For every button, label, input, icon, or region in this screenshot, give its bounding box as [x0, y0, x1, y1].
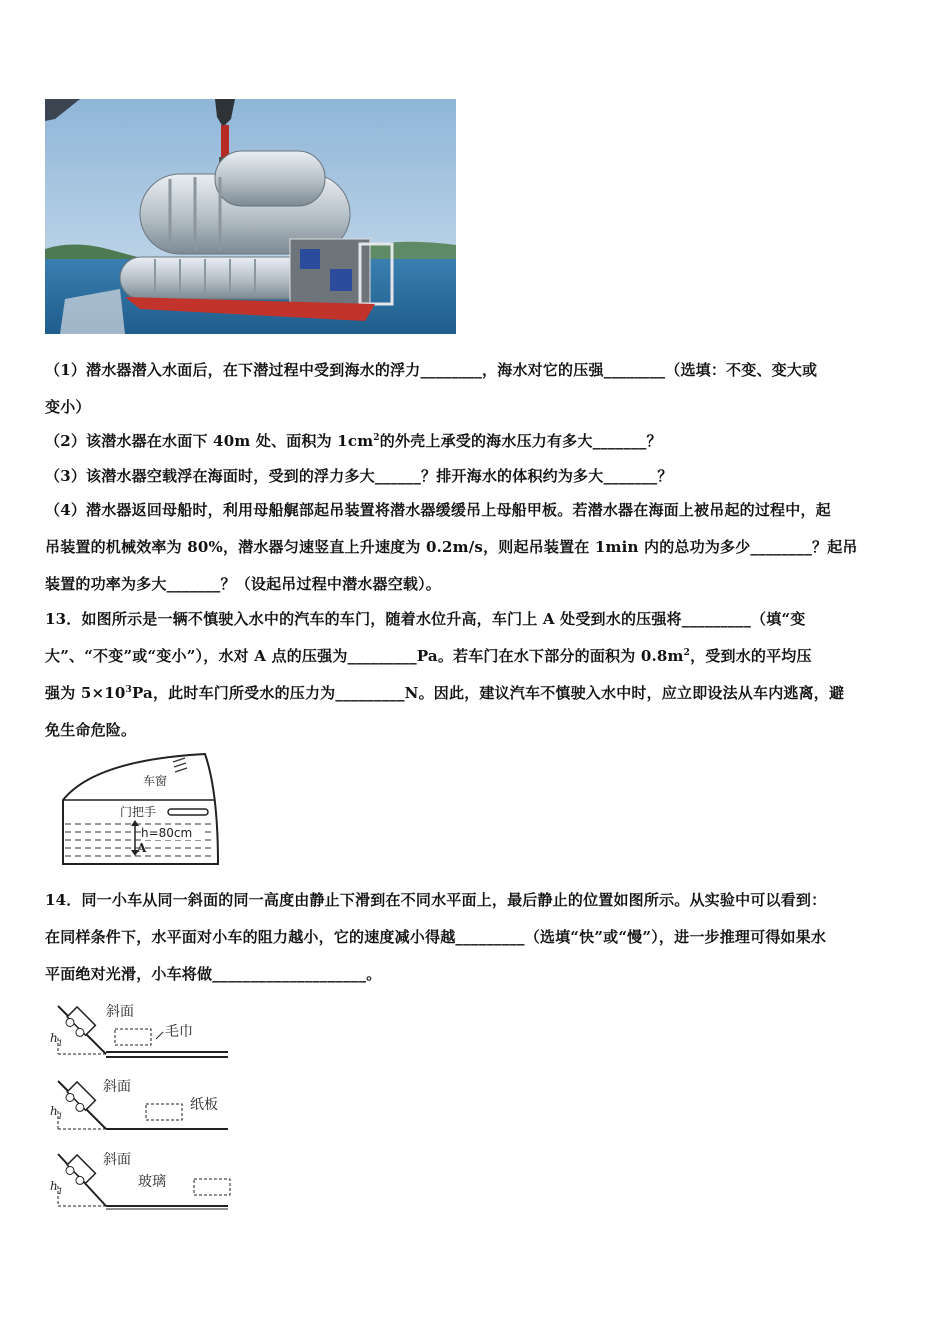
height-label: $h_1$: [50, 1031, 63, 1048]
q12-part4-line2: 吊装置的机械效率为 80%，潜水器匀速竖直上升速度为 0.2m/s，则起吊装置在 1min 内的总功为多少________？起吊: [45, 538, 858, 556]
incline-panel-glass: [50, 1152, 230, 1209]
slope-label: 斜面: [103, 1079, 131, 1095]
door-handle-label: 门把手: [120, 805, 157, 819]
q13-line1: 13．如图所示是一辆不慎驶入水中的汽车的车门，随着水位升高，车门上 A 处受到水的压强将_________（填“变: [45, 610, 806, 628]
q13-line4: 免生命危险。: [45, 721, 137, 739]
incline-panel-cardboard: [50, 1079, 228, 1129]
car-window-label: 车窗: [143, 774, 168, 788]
depth-label: h=80cm: [141, 826, 193, 840]
height-label: $h_1$: [50, 1179, 63, 1196]
height-label: $h_1$: [50, 1104, 63, 1121]
q12-part1-line1: （1）潜水器潜入水面后，在下潜过程中受到海水的浮力________，海水对它的压强________（选填：不变、变大或: [45, 361, 818, 379]
incline-figure: [48, 996, 238, 1216]
q12-part2: （2）该潜水器在水面下 40m 处、面积为 $1cm^2$的外壳上承受的海水压力有多大_______？: [45, 432, 662, 450]
q12-part4-line3: 装置的功率为多大_______？（设起吊过程中潜水器空载）。: [45, 575, 442, 593]
surface-label-glass: 玻璃: [138, 1174, 166, 1190]
q14-line2: 在同样条件下，水平面对小车的阻力越小，它的速度减小得越_________（选填“快”或“慢”），进一步推理可得如果水: [45, 928, 827, 946]
q12-part1-line2: 变小）: [45, 398, 91, 416]
point-a-label: A: [137, 841, 147, 855]
q12-part4-line1: （4）潜水器返回母船时，利用母船艉部起吊装置将潜水器缓缓吊上母船甲板。若潜水器在海面上被吊起的过程中，起: [45, 501, 831, 519]
q14-line1: 14．同一小车从同一斜面的同一高度由静止下滑到在不同水平面上，最后静止的位置如图所示。从实验中可以看到：: [45, 891, 827, 909]
q12-part3: （3）该潜水器空载浮在海面时，受到的浮力多大______？排开海水的体积约为多大_______？: [45, 467, 673, 485]
q14-line3: 平面绝对光滑，小车将做____________________。: [45, 965, 382, 983]
q13-line2: 大”、“不变”或“变小”），水对 A 点的压强为_________Pa。若车门在水下部分的面积为 $0.8m^2$，受到水的平均压: [45, 647, 812, 665]
surface-label-towel: 毛巾: [165, 1024, 193, 1040]
car-door-figure: [55, 752, 225, 867]
slope-label: 斜面: [106, 1004, 134, 1020]
surface-label-cardboard: 纸板: [190, 1097, 218, 1113]
slope-label: 斜面: [103, 1152, 131, 1168]
submersible-photo: [45, 99, 456, 334]
incline-panel-towel: [50, 1004, 228, 1057]
q13-line3: 强为 $5\times 10^3Pa$，此时车门所受水的压力为_________N。因此，建议汽车不慎驶入水中时，应立即设法从车内逃离，避: [45, 684, 845, 702]
